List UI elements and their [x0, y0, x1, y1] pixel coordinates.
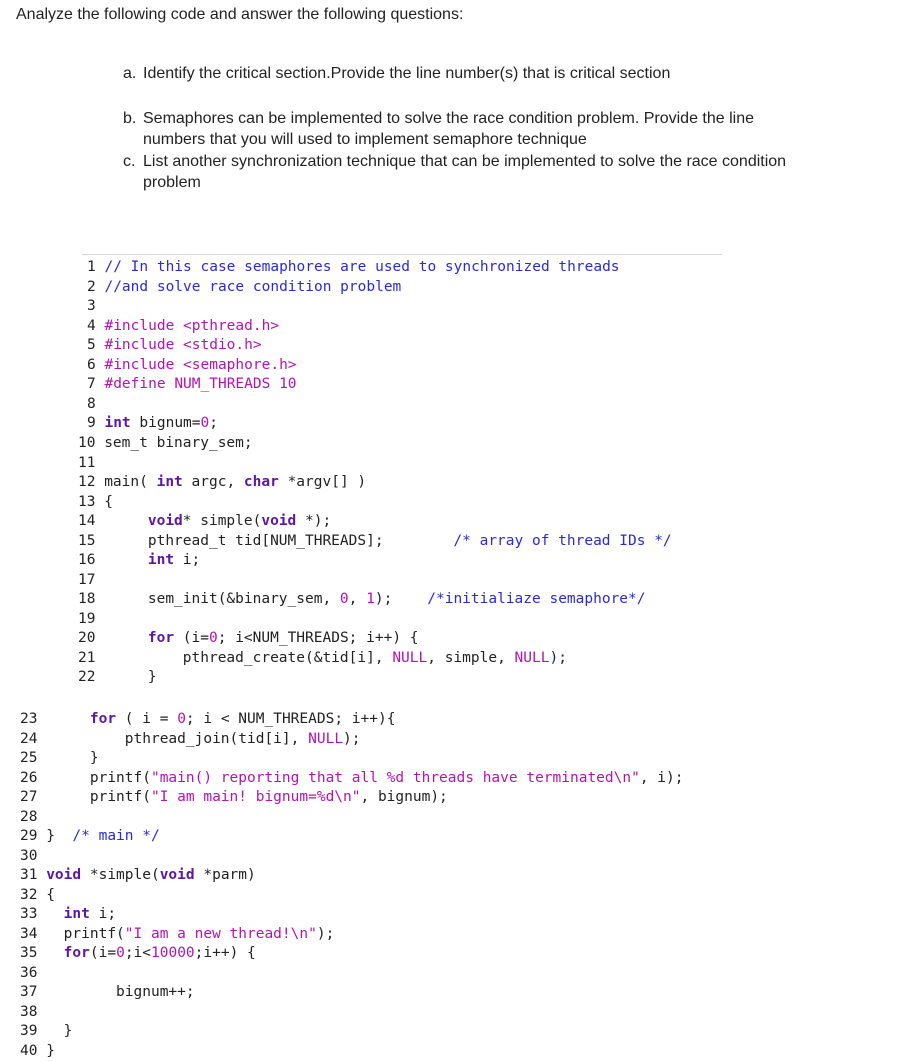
code-line-9: 9 int bignum=0; — [87, 415, 218, 431]
code-line-27: 27 printf("I am main! bignum=%d\n", bignum); — [20, 789, 448, 805]
question-c — [123, 151, 786, 193]
code-line-20: 20 for (i=0; i<NUM_THREADS; i++) { — [78, 630, 419, 646]
code-line-23: 23 for ( i = 0; i < NUM_THREADS; i++){ — [20, 711, 396, 727]
code-line-25: 25 } — [20, 750, 99, 766]
question-b-cont: numbers that you will used to implement semaphore technique — [143, 131, 587, 148]
code-line-1: 1 // In this case semaphores are used to synchronized threads — [87, 259, 620, 275]
code-line-11: 11 — [78, 454, 96, 471]
code-line-21: 21 pthread_create(&tid[i], NULL, simple, NULL); — [78, 649, 567, 666]
code-line-28: 28 — [20, 808, 38, 825]
code-line-31: 31 void *simple(void *parm) — [20, 867, 256, 883]
code-block-bottom — [20, 710, 684, 1061]
question-b — [123, 108, 754, 150]
code-block-main — [78, 434, 672, 688]
code-line-30: 30 — [20, 847, 38, 864]
code-line-7: 7 #define NUM_THREADS 10 — [87, 376, 297, 392]
code-line-24: 24 pthread_join(tid[i], NULL); — [20, 730, 361, 747]
code-line-14: 14 void* simple(void *); — [78, 513, 332, 529]
code-line-19: 19 — [78, 610, 96, 627]
question-b-label: b. — [123, 110, 137, 127]
code-line-5: 5 #include <stdio.h> — [87, 337, 262, 353]
question-a — [123, 63, 670, 84]
question-a-label: a. — [123, 65, 137, 82]
code-line-2: 2 //and solve race condition problem — [87, 278, 402, 295]
code-line-13: 13 { — [78, 493, 113, 510]
code-line-40: 40 } — [20, 1042, 55, 1059]
code-line-6: 6 #include <semaphore.h> — [87, 356, 297, 373]
code-line-16: 16 int i; — [78, 552, 201, 568]
intro-text: Analyze the following code and answer the following questions: — [16, 6, 464, 23]
question-a-text: Identify the critical section.Provide the line number(s) that is critical section — [143, 65, 671, 82]
code-line-22: 22 } — [78, 669, 157, 685]
question-b-text: Semaphores can be implemented to solve the race condition problem. Provide the line — [143, 110, 755, 127]
code-line-12: 12 main( int argc, char *argv[] ) — [78, 474, 367, 490]
code-line-37: 37 bignum++; — [20, 984, 195, 1000]
code-line-38: 38 — [20, 1003, 38, 1020]
divider — [82, 254, 722, 255]
question-c-text: List another synchronization technique that can be implemented to solve the race condition — [143, 153, 787, 170]
question-c-label: c. — [123, 153, 136, 170]
code-line-29: 29 } /* main */ — [20, 828, 160, 844]
code-line-10: 10 sem_t binary_sem; — [78, 435, 253, 451]
question-c-cont: problem — [143, 174, 201, 191]
code-line-39: 39 } — [20, 1023, 73, 1039]
code-line-35: 35 for(i=0;i<10000;i++) { — [20, 945, 256, 961]
code-line-4: 4 #include <pthread.h> — [87, 317, 280, 334]
code-line-32: 32 { — [20, 886, 55, 903]
code-line-34: 34 printf("I am a new thread!\n"); — [20, 925, 335, 942]
code-line-26: 26 printf("main() reporting that all %d threads have terminated\n", i); — [20, 769, 684, 786]
code-block-top — [87, 258, 620, 434]
code-line-15: 15 pthread_t tid[NUM_THREADS]; /* array of thread IDs */ — [78, 532, 672, 549]
code-line-18: 18 sem_init(&binary_sem, 0, 1); /*initialiaze semaphore*/ — [78, 591, 646, 607]
code-line-17: 17 — [78, 571, 96, 588]
code-line-33: 33 int i; — [20, 906, 117, 922]
code-line-36: 36 — [20, 964, 38, 981]
code-line-3: 3 — [87, 298, 96, 314]
code-line-8: 8 — [87, 395, 96, 412]
